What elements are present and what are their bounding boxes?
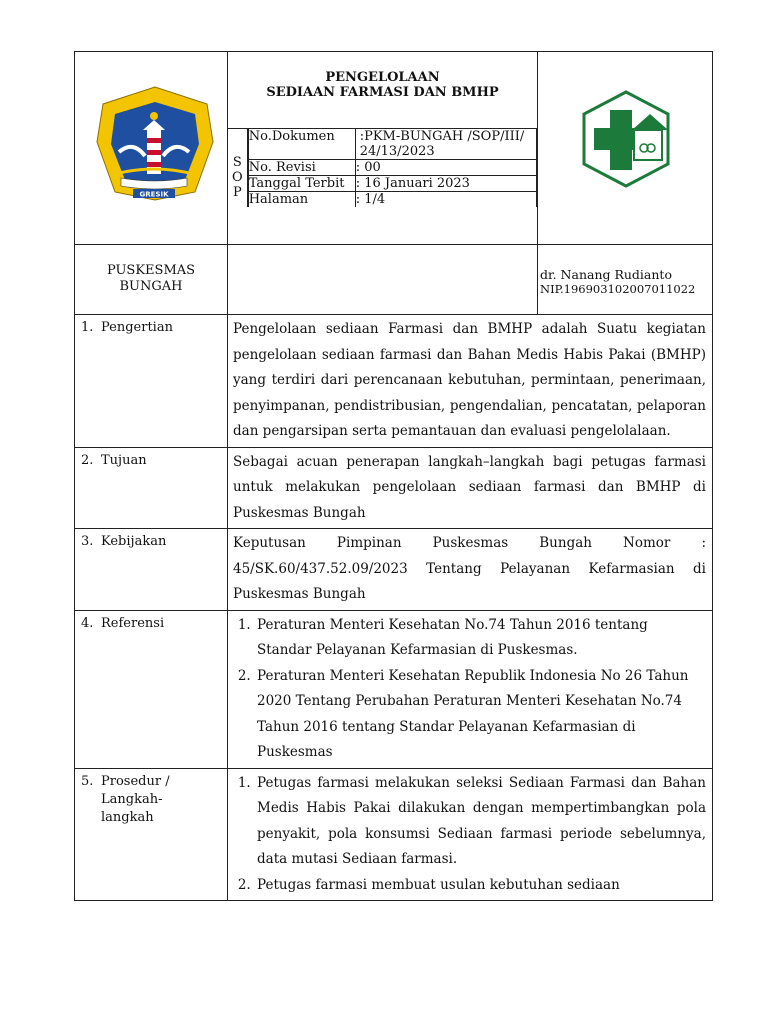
puskesmas-cross-logo-icon — [538, 52, 713, 240]
meta-value-page: : 1/4 — [355, 192, 536, 208]
title-line-2: SEDIAAN FARMASI DAN BMHP — [266, 85, 499, 100]
sop-vertical-label — [228, 129, 248, 207]
meta-label-issue-date: Tanggal Terbit — [248, 176, 355, 192]
section-title: Tujuan — [101, 452, 147, 468]
meta-label-page: Halaman — [248, 192, 355, 208]
meta-value-issue-date: : 16 Januari 2023 — [355, 176, 536, 192]
signer-name: dr. Nanang Rudianto — [540, 267, 672, 282]
org-line-1: PUSKESMAS — [106, 263, 196, 278]
section-number: 1. — [81, 320, 94, 335]
reference-list — [233, 613, 706, 766]
sop-table — [74, 51, 713, 901]
signer-block — [538, 245, 713, 315]
sop-letter-p: P — [232, 185, 242, 200]
list-item: 1. Peraturan Menteri Kesehatan No.74 Tahun 2016 tentang Standar Pelayanan Kefarmasian di Puskesmas. — [255, 613, 706, 664]
section-label-tujuan — [75, 447, 228, 529]
sop-letter-o: O — [232, 170, 243, 185]
section-label-referensi — [75, 610, 228, 768]
section-body-pengertian: Pengelolaan sediaan Farmasi dan BMHP adalah Suatu kegiatan pengelolaan sediaan farmasi dan Bahan Medis Habis Pakai (BMHP) yang terdiri dari perencanaan kebutuhan, permintaan, penerimaan, penyimpanan, pendistribusian, pengendalian, pencatatan, pelaporan dan pengarsipan serta pemantauan dan evaluasi pengelolalaan. — [228, 315, 713, 448]
signer-nip: NIP.196903102007011022 — [540, 282, 696, 296]
meta-label-revision: No. Revisi — [248, 160, 355, 176]
list-item: 2. Petugas farmasi membuat usulan kebutuhan sediaan — [255, 873, 706, 899]
section-title: Prosedur / Langkah-langkah — [101, 773, 170, 825]
section-body-tujuan: Sebagai acuan penerapan langkah–langkah bagi petugas farmasi untuk melakukan pengelolaan sediaan farmasi dan BMHP di Puskesmas Bungah — [228, 447, 713, 529]
section-number: 2. — [81, 452, 94, 468]
section-number: 5. — [81, 773, 94, 789]
title-meta-cell — [228, 52, 538, 245]
meta-value-revision: : 00 — [355, 160, 536, 176]
section-label-kebijakan — [75, 529, 228, 611]
section-body-referensi — [228, 610, 713, 768]
section-label-pengertian — [75, 315, 228, 448]
org-line-2: BUNGAH — [119, 279, 183, 294]
gresik-regency-crest-icon — [75, 52, 228, 240]
section-body-kebijakan: Keputusan Pimpinan Puskesmas Bungah Nomor : 45/SK.60/437.52.09/2023 Tentang Pelayanan Kefarmasian di Puskesmas Bungah — [228, 529, 713, 611]
section-title: Kebijakan — [101, 534, 167, 549]
list-item: 1. Petugas farmasi melakukan seleksi Sediaan Farmasi dan Bahan Medis Habis Pakai dilakukan dengan mempertimbangkan pola penyakit, pola konsumsi Sediaan farmasi periode sebelumnya, data mutasi Sediaan farmasi. — [255, 771, 706, 873]
section-label-prosedur — [75, 768, 228, 901]
document-title — [228, 52, 537, 128]
section-title: Referensi — [101, 615, 165, 631]
procedure-list — [233, 771, 706, 899]
section-title: Pengertian — [101, 320, 173, 335]
section-number: 4. — [81, 615, 94, 631]
sop-document — [74, 51, 712, 901]
right-logo-cell — [538, 52, 713, 245]
title-line-1: PENGELOLAAN — [325, 70, 440, 85]
meta-block — [228, 128, 537, 207]
identity-empty-cell — [228, 245, 538, 315]
meta-table — [248, 129, 537, 207]
section-number: 3. — [81, 534, 94, 549]
left-logo-cell — [75, 52, 228, 245]
section-body-prosedur — [228, 768, 713, 901]
list-item: 2. Peraturan Menteri Kesehatan Republik Indonesia No 26 Tahun 2020 Tentang Perubahan Peraturan Menteri Kesehatan No.74 Tahun 2016 tentang Standar Pelayanan Kefarmasian di Puskesmas — [255, 664, 706, 766]
gresik-label: GRESIK — [139, 190, 169, 199]
organization-name — [75, 245, 228, 315]
meta-label-doc-number: No.Dokumen — [248, 129, 355, 160]
meta-value-doc-number: :PKM-BUNGAH /SOP/III/ 24/13/2023 — [355, 129, 536, 160]
sop-letter-s: S — [232, 155, 242, 170]
